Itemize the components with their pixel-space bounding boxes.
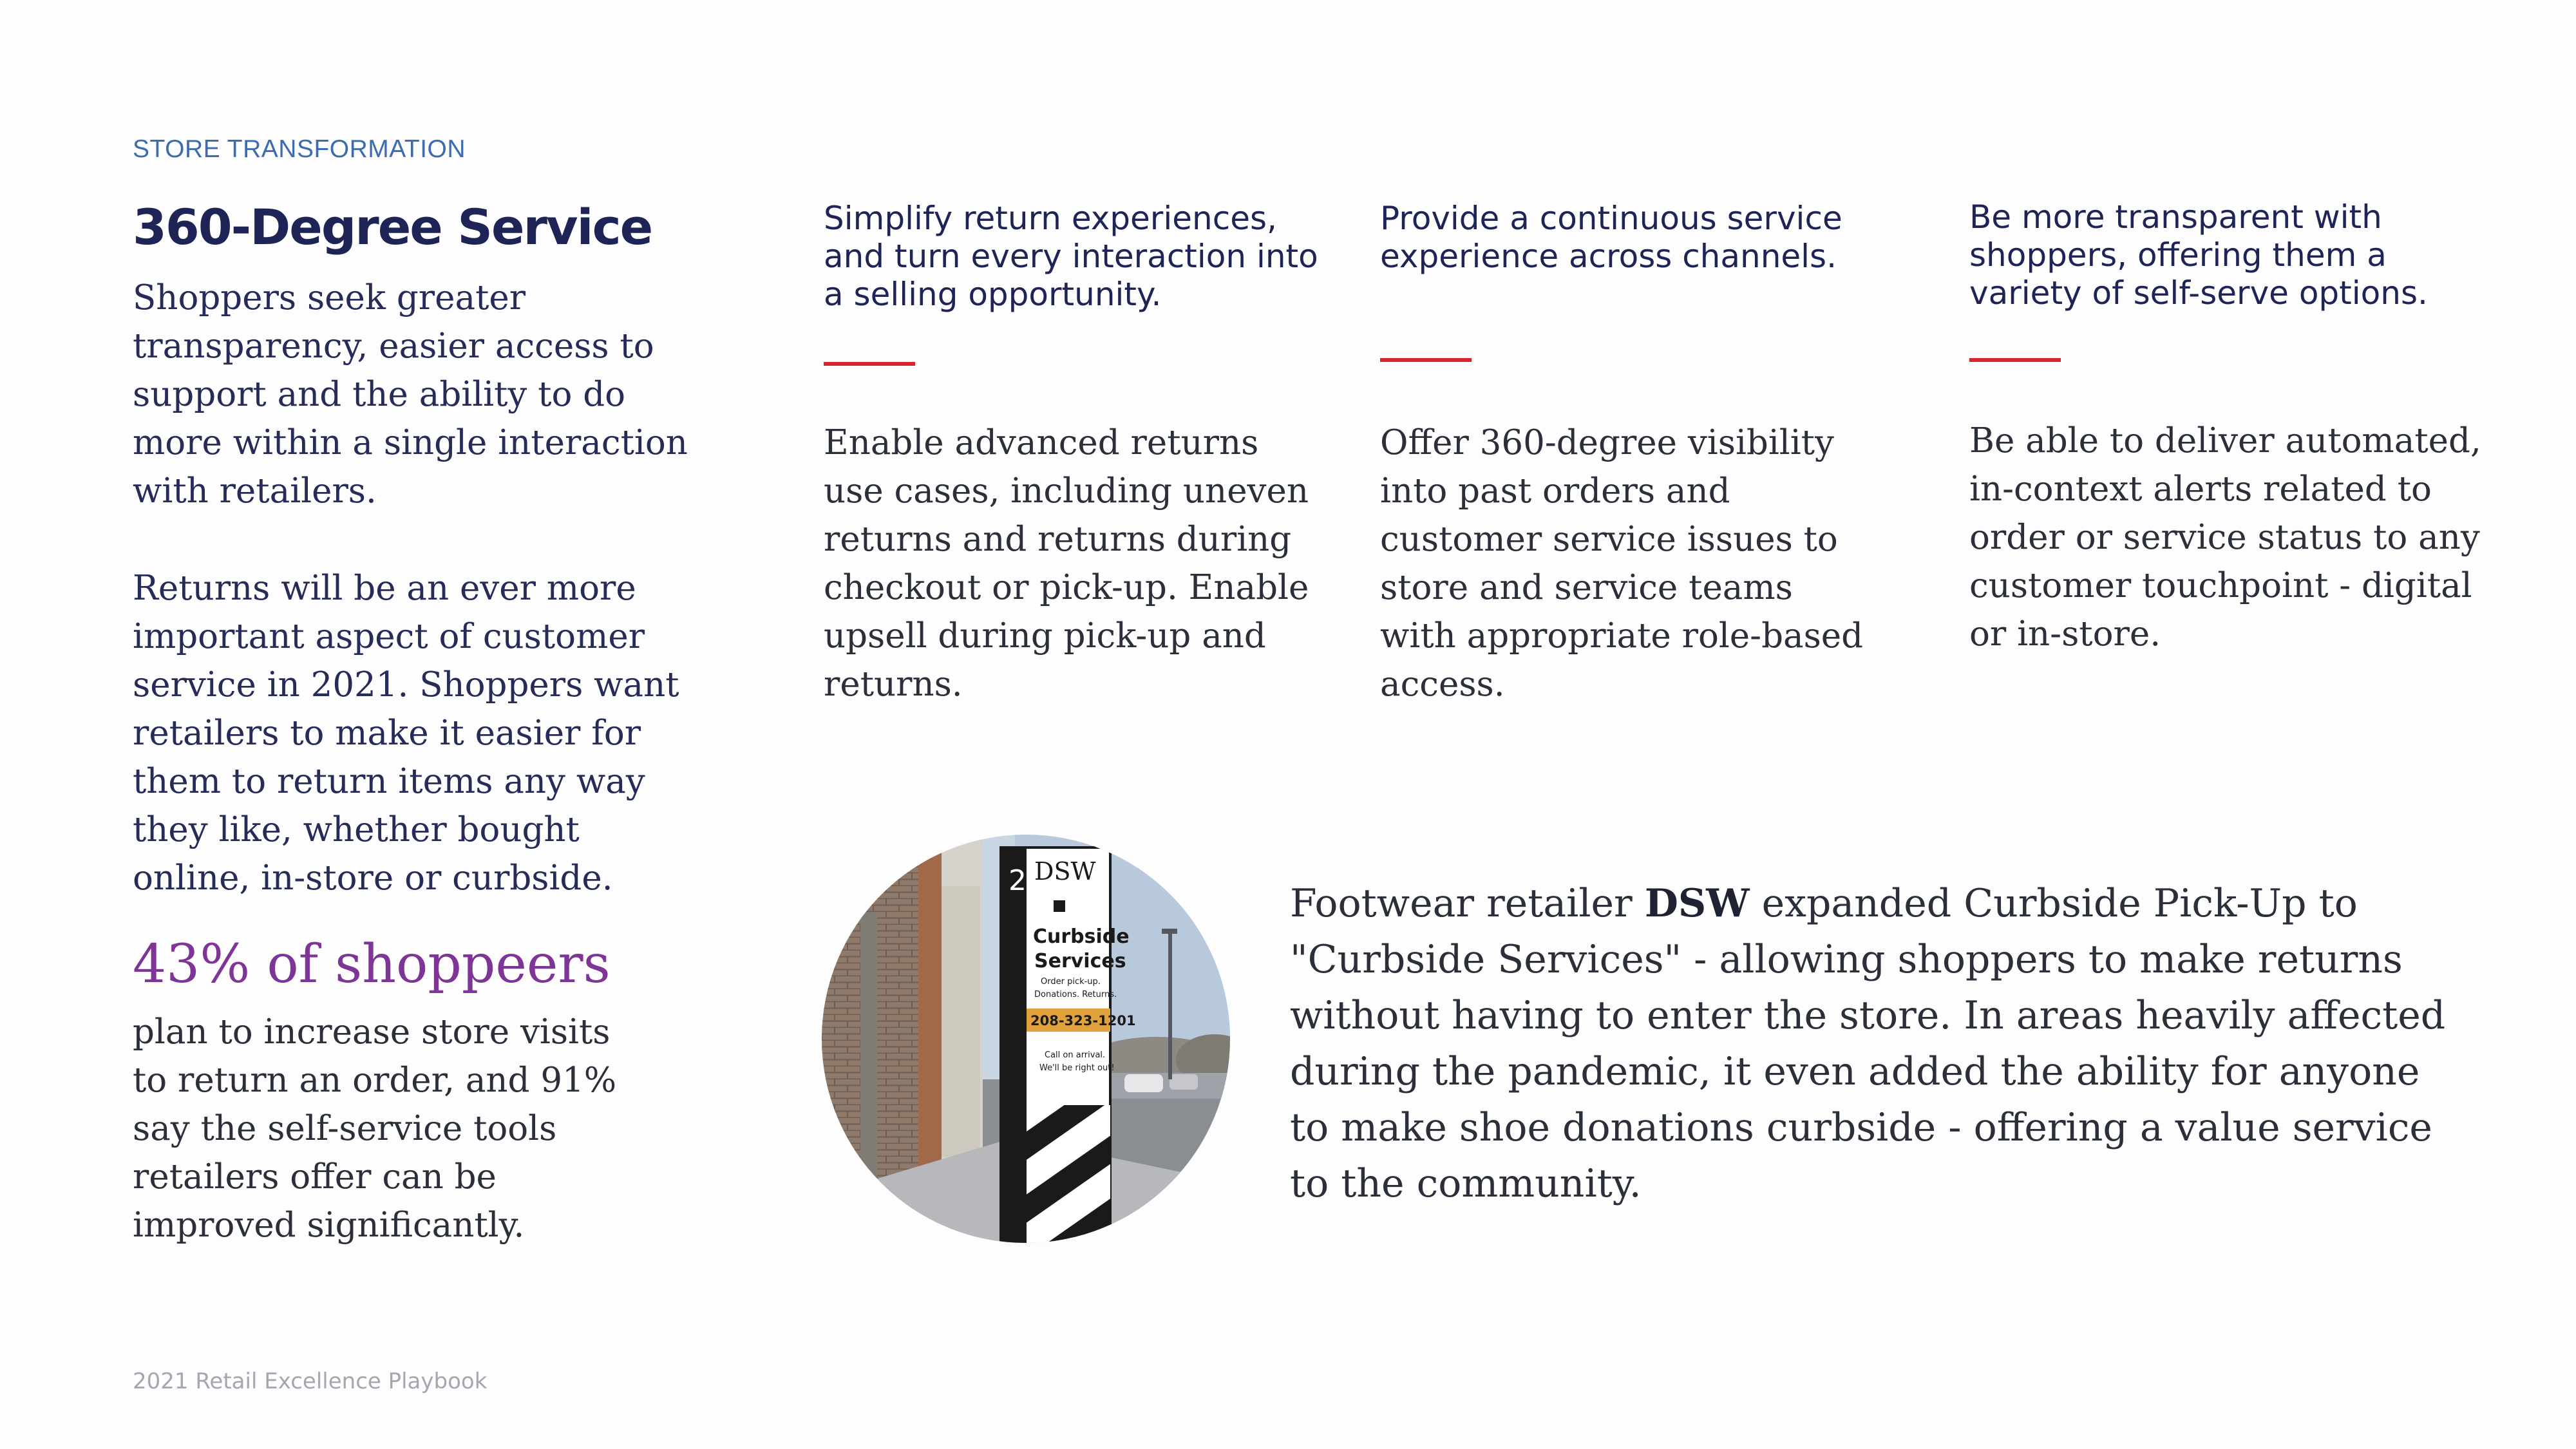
sign-sub-2: Donations. Returns.	[1034, 990, 1117, 999]
column-1-divider	[824, 362, 915, 366]
caption-body: expanded Curbside Pick-Up to "Curbside Services" - allowing shoppers to make returns without having to enter the store. In areas heavily affected during the pandemic, it even added the ability for anyone to make shoe donations curbside - offering a value service to the community.	[1290, 881, 2446, 1206]
sign-line-2: Services	[1034, 950, 1126, 972]
column-3-heading: Be more transparent with shoppers, offering them a variety of self-serve options.	[1969, 198, 2428, 312]
column-1-body: Enable advanced returns use cases, including uneven returns and returns during checkout or pick-up. Enable upsell during pick-up and returns.	[824, 423, 1309, 704]
page-title: 360-Degree Service	[133, 198, 652, 256]
stat-headline: 43% of shoppeers	[133, 934, 611, 995]
dsw-case-caption	[1290, 876, 2462, 1212]
curbside-sign-illustration	[822, 835, 1230, 1243]
section-label: STORE TRANSFORMATION	[133, 135, 466, 163]
column-3-divider	[1969, 358, 2061, 362]
caption-brand: DSW	[1644, 881, 1750, 926]
column-2-heading: Provide a continuous service experience across channels.	[1380, 200, 1842, 275]
sign-note-2: We'll be right out!	[1039, 1063, 1115, 1073]
sign-line-1: Curbside	[1033, 925, 1130, 948]
stat-body: plan to increase store visits to return an order, and 91% say the self-service tools retailers offer can be improved significantly.	[133, 1012, 617, 1245]
column-1-heading: Simplify return experiences, and turn every interaction into a selling opportunity.	[824, 200, 1318, 313]
column-3-body: Be able to deliver automated, in-context alerts related to order or service status to any customer touchpoint - digital or in-store.	[1969, 421, 2481, 654]
sign-phone: 208-323-1201	[1030, 1013, 1136, 1028]
column-2-divider	[1380, 358, 1472, 362]
intro-paragraph-2: Returns will be an ever more important aspect of customer service in 2021. Shoppers want retailers to make it easier for them to return items any way they like, whether bought online, in-store or curbside.	[133, 569, 679, 898]
column-2-body: Offer 360-degree visibility into past orders and customer service issues to store and service teams with appropriate role-based access.	[1380, 423, 1864, 704]
sign-note-1: Call on arrival.	[1045, 1050, 1106, 1060]
sign-number: 2	[1009, 864, 1027, 897]
intro-paragraph-1: Shoppers seek greater transparency, easier access to support and the ability to do more within a single interaction with retailers.	[133, 278, 688, 511]
footer-label: 2021 Retail Excellence Playbook	[133, 1368, 488, 1394]
curbside-sign-photo	[822, 835, 1230, 1243]
sign-brand: DSW	[1034, 857, 1096, 886]
sign-sub-1: Order pick-up.	[1041, 977, 1101, 987]
caption-intro: Footwear retailer	[1290, 881, 1645, 926]
